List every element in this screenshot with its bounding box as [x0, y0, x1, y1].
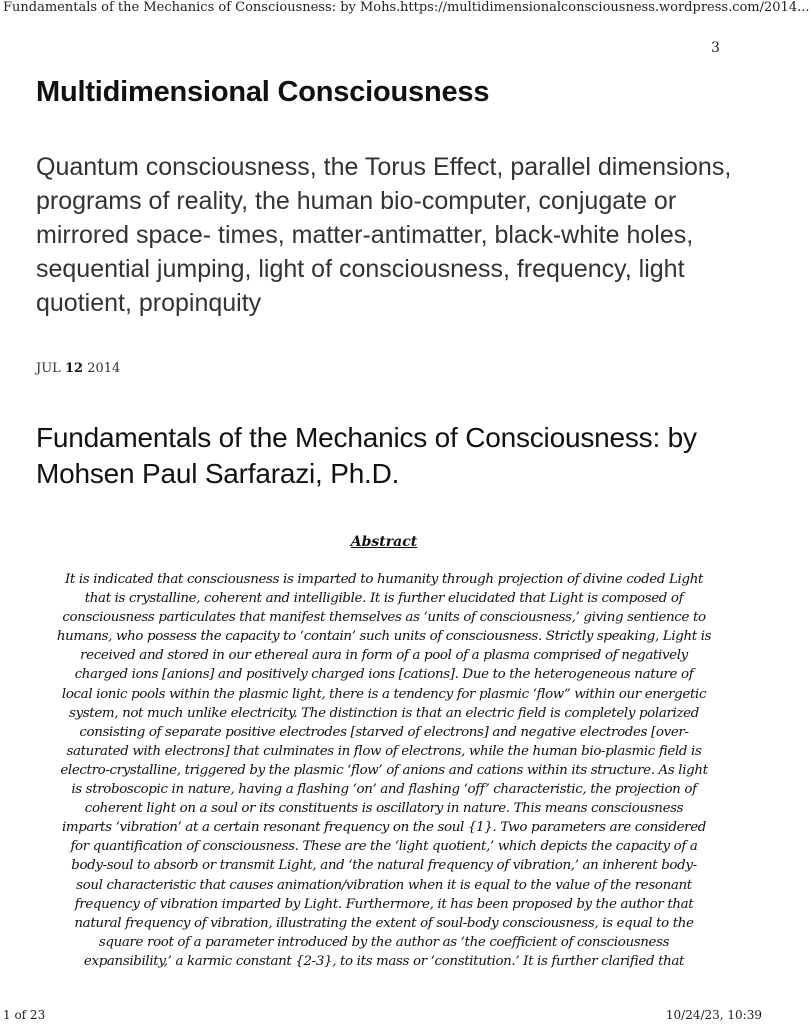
abstract-line: body-soul to absorb or transmit Light, and ‘the natural frequency of vibration,’ an inherent body- [71, 858, 697, 874]
abstract-line: square root of a parameter introduced by the author as ‘the coefficient of consciousness [98, 934, 670, 950]
abstract-line: consisting of separate positive electrodes [starved of electrons] and negative electrodes [over- [79, 724, 689, 740]
abstract-line: humans, who possess the capacity to ‘contain’ such units of consciousness. Strictly speaking, Light is [56, 629, 712, 645]
post-date-year: 2014 [87, 361, 121, 376]
abstract-line: soul characteristic that causes animation/vibration when it is equal to the value of the resonant [76, 877, 692, 893]
print-timestamp: 10/24/23, 10:39 [665, 1008, 762, 1022]
abstract-line: coherent light on a soul or its constituents is oscillatory in nature. This means consciousness [84, 801, 684, 817]
abstract-line: for quantification of consciousness. These are the ‘light quotient,’ which depicts the capacity of a [70, 839, 698, 855]
abstract-line: imparts ‘vibration’ at a certain resonant frequency on the soul {1}. Two parameters are considered [62, 820, 706, 836]
print-document-title: Fundamentals of the Mechanics of Consciousness: by Mohs... [3, 0, 409, 15]
abstract-line: natural frequency of vibration, illustrating the extent of soul-body consciousness, is equal to the [74, 915, 694, 931]
abstract-line: It is indicated that consciousness is imparted to humanity through projection of divine coded Light [64, 572, 704, 587]
print-header [0, 0, 810, 18]
abstract-line: that is crystalline, coherent and intelligible. It is further elucidated that Light is composed of [84, 591, 684, 607]
print-document-url: https://multidimensionalconsciousness.wordpress.com/2014... [400, 0, 810, 15]
abstract-line: saturated with electrons] that culminates in flow of electrons, while the human bio-plasmic field is [66, 743, 702, 759]
print-footer [0, 1008, 768, 1024]
abstract-line: consciousness particulates that manifest themselves as ‘units of consciousness,’ giving sentience to [62, 610, 706, 626]
post-date [36, 361, 120, 376]
abstract-line: electro-crystalline, triggered by the plasmic ‘flow’ of anions and cations within its structure. As light [60, 762, 708, 778]
abstract-heading: Abstract [350, 534, 418, 550]
page-count: 1 of 23 [3, 1008, 46, 1022]
post-title[interactable]: Fundamentals of the Mechanics of Consciousness: by Mohsen Paul Sarfarazi, Ph.D. [36, 422, 697, 489]
abstract-line: received and stored in our ethereal aura in form of a pool of a plasma comprised of negatively [80, 648, 688, 664]
abstract-line: expansibility,’ a karmic constant {2-3}, to its mass or ‘constitution.’ It is further clarified that [83, 953, 685, 969]
post-date-day: 12 [64, 361, 84, 376]
abstract-body [30, 570, 738, 971]
abstract-line: is stroboscopic in nature, having a flashing ‘on’ and flashing ‘off’ characteristic, the projection of [71, 782, 697, 798]
post-date-month: JUL [36, 361, 61, 376]
site-title[interactable]: Multidimensional Consciousness [36, 76, 490, 108]
site-description: Quantum consciousness, the Torus Effect, parallel dimensions, programs of reality, the human bio-computer, conjugate or mirrored space- times, matter-antimatter, black-white holes, sequential jumping, light of consciousness, frequency, light quotient, propinquity [36, 153, 732, 317]
abstract-line: charged ions [anions] and positively charged ions [cations]. Due to the heterogeneous nature of [74, 667, 694, 683]
abstract-line: system, not much unlike electricity. The distinction is that an electric field is completely polarized [69, 705, 699, 721]
abstract-line: frequency of vibration imparted by Light. Furthermore, it has been proposed by the author that [74, 896, 694, 912]
abstract-line: local ionic pools within the plasmic light, there is a tendency for plasmic ‘flow” within our energetic [61, 686, 707, 702]
page-number: 3 [711, 40, 720, 56]
